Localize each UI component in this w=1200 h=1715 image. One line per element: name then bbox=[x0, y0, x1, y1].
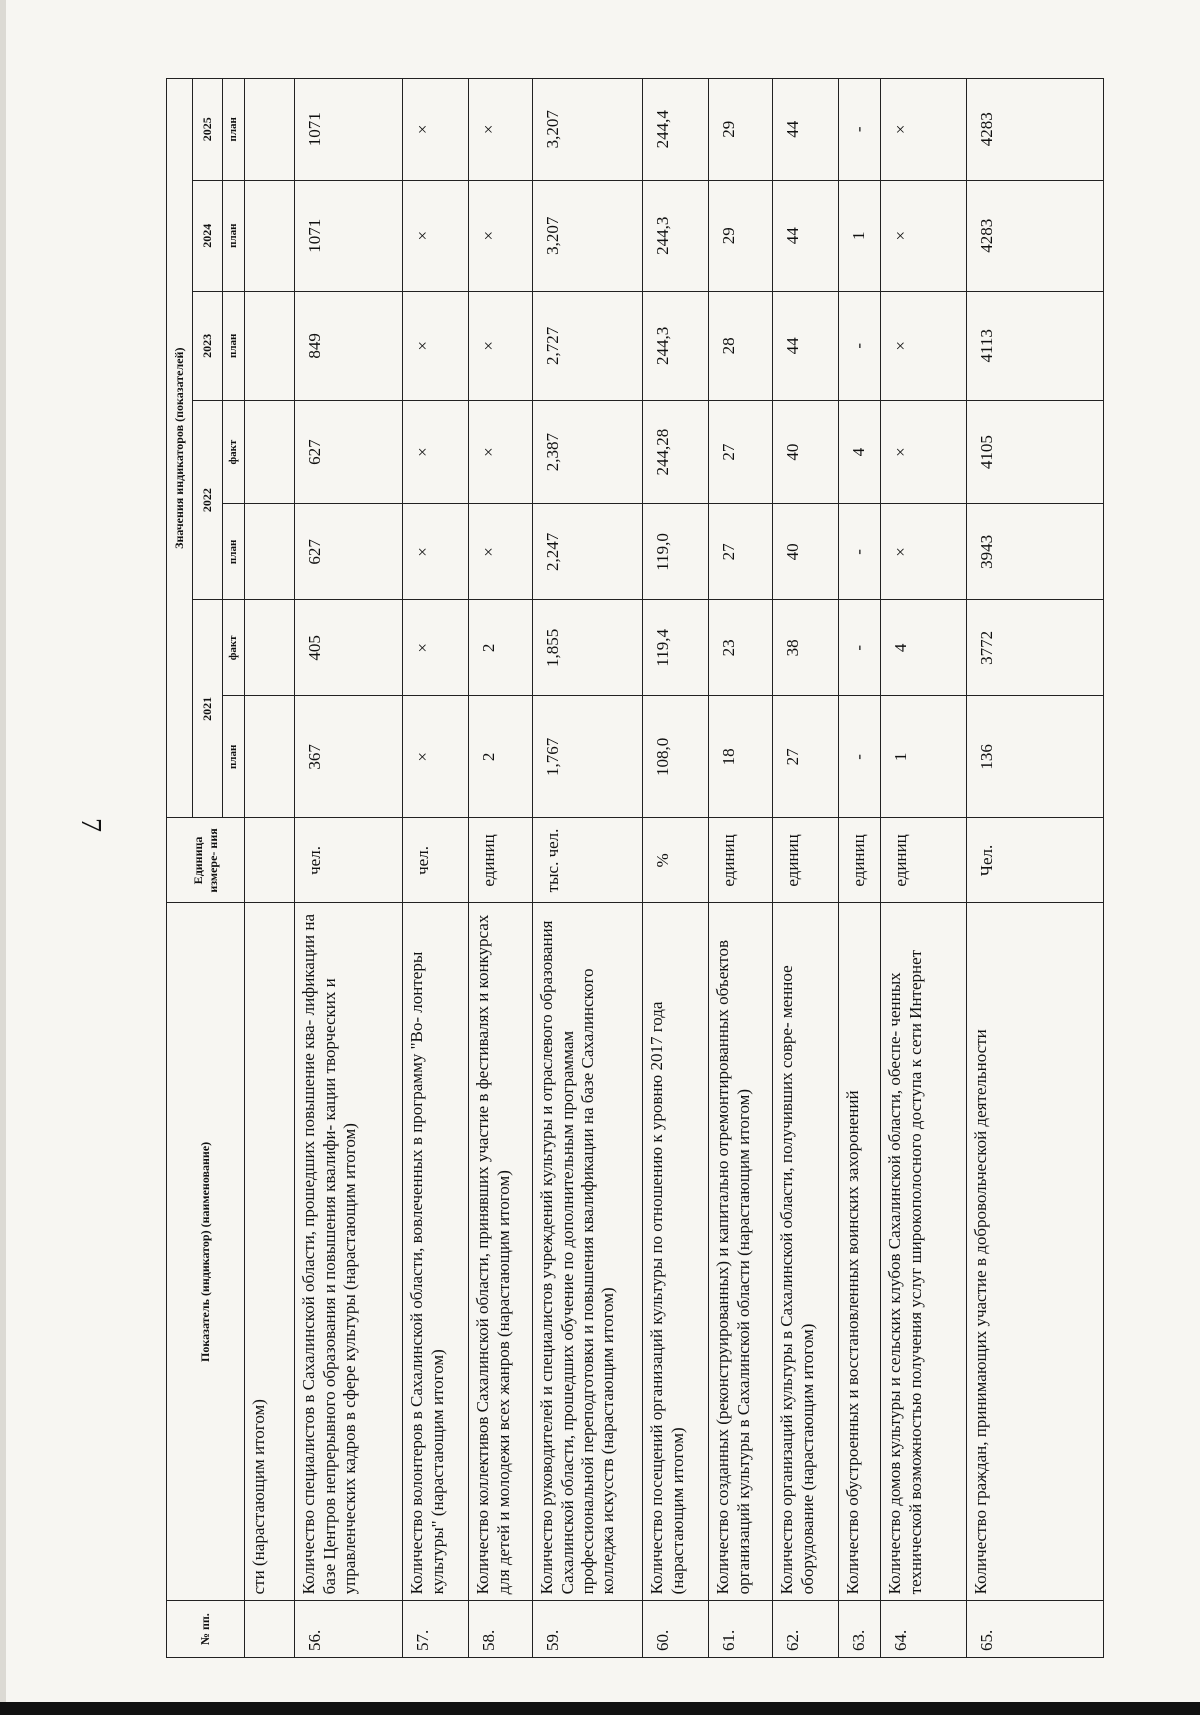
header-plan: план bbox=[223, 504, 245, 600]
value-2021-plan: 2 bbox=[469, 696, 533, 818]
header-year-2024: 2024 bbox=[193, 180, 223, 291]
value-2022-fact: 244,28 bbox=[643, 400, 709, 504]
unit-cell: единиц bbox=[469, 818, 533, 903]
table-row bbox=[709, 79, 773, 1658]
value-2022-plan: × bbox=[469, 504, 533, 600]
indicator-name: Количество граждан, принимающих участие в добровольческой деятельности bbox=[967, 903, 1104, 1601]
indicator-name: Количество обустроенных и восстановленных воинских захоронений bbox=[839, 903, 881, 1601]
value-2022-fact: × bbox=[469, 400, 533, 504]
header-plan: план bbox=[223, 696, 245, 818]
indicator-name: Количество руководителей и специалистов учреждений культуры и отраслевого образования Сахалинской области, прошедших обучение по дополнительным программам профессиональной переподготовки и повышения квалификации на базе Сахалинского колледжа искусств (нарастающим итогом) bbox=[533, 903, 643, 1601]
unit-cell: чел. bbox=[295, 818, 403, 903]
value-2021-plan: 367 bbox=[295, 696, 403, 818]
indicator-name: Количество домов культуры и сельских клубов Сахалинской области, обеспе- ченных технической возможностью получения услуг широкополосного доступа к сети Интернет bbox=[881, 903, 967, 1601]
value-2023-plan: × bbox=[469, 291, 533, 400]
indicator-name: Количество специалистов в Сахалинской области, прошедших повышение ква- лификации на базе Центров непрерывного образования и повышения квалифи- кации творческих и управленческих кадров в сфере культуры (нарастающим итогом) bbox=[295, 903, 403, 1601]
value-2021-fact: 4 bbox=[881, 600, 967, 696]
value-2022-fact: 627 bbox=[295, 400, 403, 504]
value-2022-plan: × bbox=[881, 504, 967, 600]
value-2025-plan: 1071 bbox=[295, 79, 403, 181]
value-2021-fact: - bbox=[839, 600, 881, 696]
table-row bbox=[773, 79, 839, 1658]
indicator-name: Количество созданных (реконструированных) и капитально отремонтированных объектов организаций культуры в Сахалинской области (нарастающим итогом) bbox=[709, 903, 773, 1601]
value-2021-fact: 405 bbox=[295, 600, 403, 696]
value-2024-plan: × bbox=[469, 180, 533, 291]
header-fact: факт bbox=[223, 600, 245, 696]
table-row bbox=[295, 79, 403, 1658]
header-year-2025: 2025 bbox=[193, 79, 223, 181]
value-2023-plan: 849 bbox=[295, 291, 403, 400]
value-2023-plan: × bbox=[403, 291, 469, 400]
page-number: 7 bbox=[75, 818, 106, 832]
rotated-table-wrapper bbox=[166, 78, 1104, 1658]
indicator-name: Количество организаций культуры в Сахалинской области, получивших совре- менное оборудование (нарастающим итогом) bbox=[773, 903, 839, 1601]
value-2024-plan: × bbox=[403, 180, 469, 291]
value-2024-plan: 244,3 bbox=[643, 180, 709, 291]
table-cell-empty bbox=[245, 291, 295, 400]
value-2021-fact: 3772 bbox=[967, 600, 1104, 696]
value-2025-plan: 244,4 bbox=[643, 79, 709, 181]
table-row bbox=[533, 79, 643, 1658]
table-cell-empty bbox=[245, 818, 295, 903]
header-year-2023: 2023 bbox=[193, 291, 223, 400]
value-2025-plan: 44 bbox=[773, 79, 839, 181]
value-2021-fact: 119,4 bbox=[643, 600, 709, 696]
value-2025-plan: 29 bbox=[709, 79, 773, 181]
value-2021-plan: 136 bbox=[967, 696, 1104, 818]
value-2021-fact: 1,855 bbox=[533, 600, 643, 696]
scan-edge bbox=[0, 0, 6, 1715]
scan-bottom-bar bbox=[0, 1702, 1200, 1715]
indicator-name: Количество волонтеров в Сахалинской области, вовлеченных в программу "Во- лонтеры культуры" (нарастающим итогом) bbox=[403, 903, 469, 1601]
row-number: 62. bbox=[773, 1601, 839, 1658]
header-year-2021: 2021 bbox=[193, 600, 223, 818]
value-2022-plan: 627 bbox=[295, 504, 403, 600]
table-row bbox=[403, 79, 469, 1658]
value-2022-fact: 2,387 bbox=[533, 400, 643, 504]
value-2023-plan: × bbox=[881, 291, 967, 400]
value-2023-plan: 28 bbox=[709, 291, 773, 400]
value-2023-plan: 244,3 bbox=[643, 291, 709, 400]
table-cell-empty bbox=[245, 180, 295, 291]
table-row bbox=[881, 79, 967, 1658]
header-unit: Единица измере- ния bbox=[167, 818, 245, 903]
value-2024-plan: 1071 bbox=[295, 180, 403, 291]
value-2021-plan: 27 bbox=[773, 696, 839, 818]
value-2023-plan: 4113 bbox=[967, 291, 1104, 400]
value-2023-plan: 44 bbox=[773, 291, 839, 400]
table-row bbox=[839, 79, 881, 1658]
value-2022-fact: 4105 bbox=[967, 400, 1104, 504]
value-2021-plan: - bbox=[839, 696, 881, 818]
header-year-2022: 2022 bbox=[193, 400, 223, 600]
table-row bbox=[967, 79, 1104, 1658]
value-2022-plan: 2,247 bbox=[533, 504, 643, 600]
value-2021-fact: 2 bbox=[469, 600, 533, 696]
value-2022-plan: 27 bbox=[709, 504, 773, 600]
unit-cell: единиц bbox=[773, 818, 839, 903]
value-2021-plan: 18 bbox=[709, 696, 773, 818]
table-body bbox=[245, 79, 1104, 1658]
unit-cell: % bbox=[643, 818, 709, 903]
value-2025-plan: × bbox=[403, 79, 469, 181]
value-2021-plan: 1 bbox=[881, 696, 967, 818]
header-fact: факт bbox=[223, 400, 245, 504]
header-values: Значения индикаторов (показателей) bbox=[167, 79, 193, 818]
unit-cell: Чел. bbox=[967, 818, 1104, 903]
value-2021-fact: 38 bbox=[773, 600, 839, 696]
row-number: 56. bbox=[295, 1601, 403, 1658]
value-2022-fact: × bbox=[403, 400, 469, 504]
carry-text: сти (нарастающим итогом) bbox=[245, 903, 295, 1601]
table-cell-empty bbox=[245, 600, 295, 696]
value-2022-fact: 27 bbox=[709, 400, 773, 504]
table-cell-empty bbox=[245, 79, 295, 181]
value-2022-plan: - bbox=[839, 504, 881, 600]
row-number: 57. bbox=[403, 1601, 469, 1658]
unit-cell: тыс. чел. bbox=[533, 818, 643, 903]
value-2022-plan: 40 bbox=[773, 504, 839, 600]
value-2025-plan: - bbox=[839, 79, 881, 181]
value-2024-plan: 1 bbox=[839, 180, 881, 291]
value-2022-plan: × bbox=[403, 504, 469, 600]
header-plan: план bbox=[223, 180, 245, 291]
row-number: 58. bbox=[469, 1601, 533, 1658]
value-2024-plan: 29 bbox=[709, 180, 773, 291]
table-row-carry bbox=[245, 79, 295, 1658]
value-2022-plan: 119,0 bbox=[643, 504, 709, 600]
header-no: № пп. bbox=[167, 1601, 245, 1658]
value-2021-plan: × bbox=[403, 696, 469, 818]
row-number: 64. bbox=[881, 1601, 967, 1658]
header-plan: план bbox=[223, 79, 245, 181]
row-number: 63. bbox=[839, 1601, 881, 1658]
value-2021-plan: 108,0 bbox=[643, 696, 709, 818]
indicator-name: Количество коллективов Сахалинской области, принявших участие в фестивалях и конкурсах для детей и молодежи всех жанров (нарастающим итогом) bbox=[469, 903, 533, 1601]
value-2025-plan: 4283 bbox=[967, 79, 1104, 181]
value-2025-plan: × bbox=[469, 79, 533, 181]
value-2022-plan: 3943 bbox=[967, 504, 1104, 600]
table-row bbox=[469, 79, 533, 1658]
row-number: 59. bbox=[533, 1601, 643, 1658]
row-number: 60. bbox=[643, 1601, 709, 1658]
row-number: 61. bbox=[709, 1601, 773, 1658]
value-2021-fact: 23 bbox=[709, 600, 773, 696]
value-2024-plan: × bbox=[881, 180, 967, 291]
value-2022-fact: 4 bbox=[839, 400, 881, 504]
value-2024-plan: 3,207 bbox=[533, 180, 643, 291]
table-row bbox=[643, 79, 709, 1658]
header-plan: план bbox=[223, 291, 245, 400]
value-2025-plan: × bbox=[881, 79, 967, 181]
value-2022-fact: × bbox=[881, 400, 967, 504]
value-2023-plan: 2,727 bbox=[533, 291, 643, 400]
value-2024-plan: 4283 bbox=[967, 180, 1104, 291]
table-cell-empty bbox=[245, 696, 295, 818]
header-name: Показатель (индикатор) (наименование) bbox=[167, 903, 245, 1601]
unit-cell: единиц bbox=[881, 818, 967, 903]
value-2023-plan: - bbox=[839, 291, 881, 400]
indicators-table bbox=[166, 78, 1104, 1658]
unit-cell: единиц bbox=[709, 818, 773, 903]
table-cell-empty bbox=[245, 400, 295, 504]
value-2021-fact: × bbox=[403, 600, 469, 696]
value-2021-plan: 1,767 bbox=[533, 696, 643, 818]
unit-cell: единиц bbox=[839, 818, 881, 903]
table-cell-empty bbox=[245, 504, 295, 600]
row-number: 65. bbox=[967, 1601, 1104, 1658]
value-2025-plan: 3,207 bbox=[533, 79, 643, 181]
table-cell-empty bbox=[245, 1601, 295, 1658]
unit-cell: чел. bbox=[403, 818, 469, 903]
value-2024-plan: 44 bbox=[773, 180, 839, 291]
indicator-name: Количество посещений организаций культуры по отношению к уровню 2017 года (нарастающим итогом) bbox=[643, 903, 709, 1601]
value-2022-fact: 40 bbox=[773, 400, 839, 504]
